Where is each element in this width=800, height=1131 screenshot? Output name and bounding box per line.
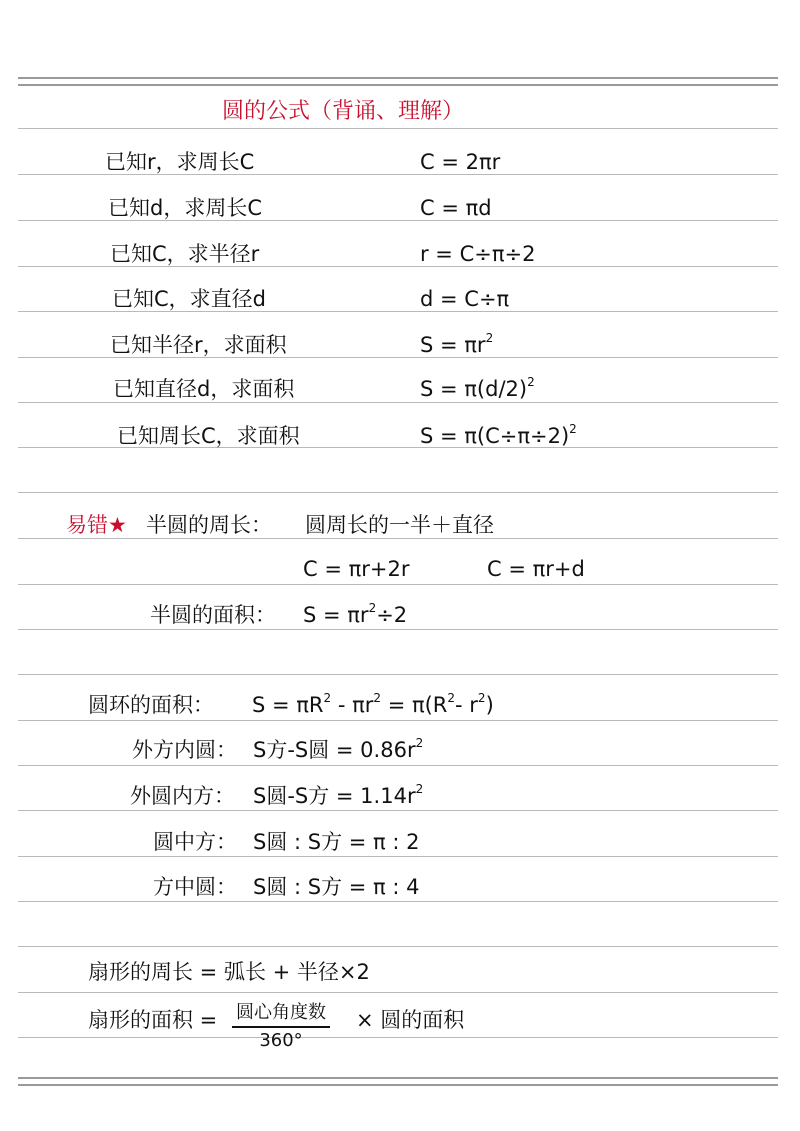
square-circle-label: 外圆内方： <box>130 784 235 808</box>
semicircle-area-label: 半圆的面积： <box>150 603 276 627</box>
formula-text: C = 2πr <box>420 150 501 174</box>
formula-text: d = C÷π <box>420 287 510 311</box>
formula-text: $S = \pi(C\div\pi\div 2)^2$ <box>420 422 577 448</box>
ruled-line <box>18 946 778 947</box>
ruled-line <box>18 311 778 312</box>
sector-perimeter: 扇形的周长 = 弧长 + 半径×2 <box>88 960 370 984</box>
condition-text: 已知周长C，求面积 <box>117 424 300 448</box>
formula-text: r = C÷π÷2 <box>420 242 536 266</box>
formula-text: $S = \pi(d/2)^2$ <box>420 375 535 401</box>
semicircle-area-formula: $S = \pi r^2\div 2$ <box>303 601 408 627</box>
mistake-tag: 易错★ <box>66 513 127 537</box>
formula-text: $S = \pi r^2$ <box>420 331 494 357</box>
fraction-numerator: 圆心角度数 <box>232 998 330 1028</box>
semicircle-perimeter-formula: C = πr+d <box>487 557 585 581</box>
ruled-line <box>18 674 778 675</box>
page-title: 圆的公式（背诵、理解） <box>222 99 465 124</box>
top-rule <box>18 77 778 79</box>
ruled-line <box>18 357 778 358</box>
condition-text: 已知半径r，求面积 <box>110 333 287 357</box>
square-circle-formula: S圆 : S方 = π : 2 <box>253 830 420 854</box>
condition-text: 已知C，求半径r <box>110 242 260 266</box>
ruled-line <box>18 402 778 403</box>
condition-text: 已知直径d，求面积 <box>113 377 295 401</box>
bottom-rule <box>18 1077 778 1079</box>
ruled-line <box>18 174 778 175</box>
ruled-line <box>18 584 778 585</box>
ruled-line <box>18 856 778 857</box>
ring-area-label: 圆环的面积： <box>88 693 214 717</box>
ruled-line <box>18 266 778 267</box>
ruled-line <box>18 901 778 902</box>
condition-text: 已知C，求直径d <box>112 287 266 311</box>
square-circle-label: 外方内圆： <box>132 738 237 762</box>
semicircle-perimeter-desc: 圆周长的一半＋直径 <box>305 513 494 537</box>
ruled-line <box>18 492 778 493</box>
ring-area-formula: $S = \pi R^2 - \pi r^2 = \pi(R^2-$ $r^2$) <box>252 691 494 717</box>
ruled-line <box>18 538 778 539</box>
sector-area-tail: × 圆的面积 <box>356 1008 465 1032</box>
ruled-line <box>18 765 778 766</box>
ruled-line <box>18 128 778 129</box>
formula-text: C = πd <box>420 196 492 220</box>
ruled-line <box>18 992 778 993</box>
square-circle-formula: S方-S圆 = $0.86r^2$ <box>253 736 424 762</box>
ruled-line <box>18 220 778 221</box>
ruled-line <box>18 629 778 630</box>
square-circle-label: 方中圆： <box>153 875 237 899</box>
square-circle-formula: S圆 : S方 = π : 4 <box>253 875 420 899</box>
square-circle-formula: S圆-S方 = $1.14r^2$ <box>253 782 424 808</box>
square-circle-label: 圆中方： <box>153 830 237 854</box>
ruled-line <box>18 810 778 811</box>
ruled-line <box>18 1037 778 1038</box>
sector-area-label: 扇形的面积 = <box>88 1008 218 1032</box>
condition-text: 已知d，求周长C <box>108 196 262 220</box>
bottom-rule <box>18 1084 778 1086</box>
semicircle-perimeter-label: 半圆的周长： <box>146 513 272 537</box>
top-rule <box>18 84 778 86</box>
semicircle-perimeter-formula: C = πr+2r <box>303 557 410 581</box>
sector-area-fraction <box>232 998 330 1051</box>
ruled-line <box>18 720 778 721</box>
fraction-denominator: 360° <box>259 1030 303 1051</box>
condition-text: 已知r，求周长C <box>105 150 255 174</box>
